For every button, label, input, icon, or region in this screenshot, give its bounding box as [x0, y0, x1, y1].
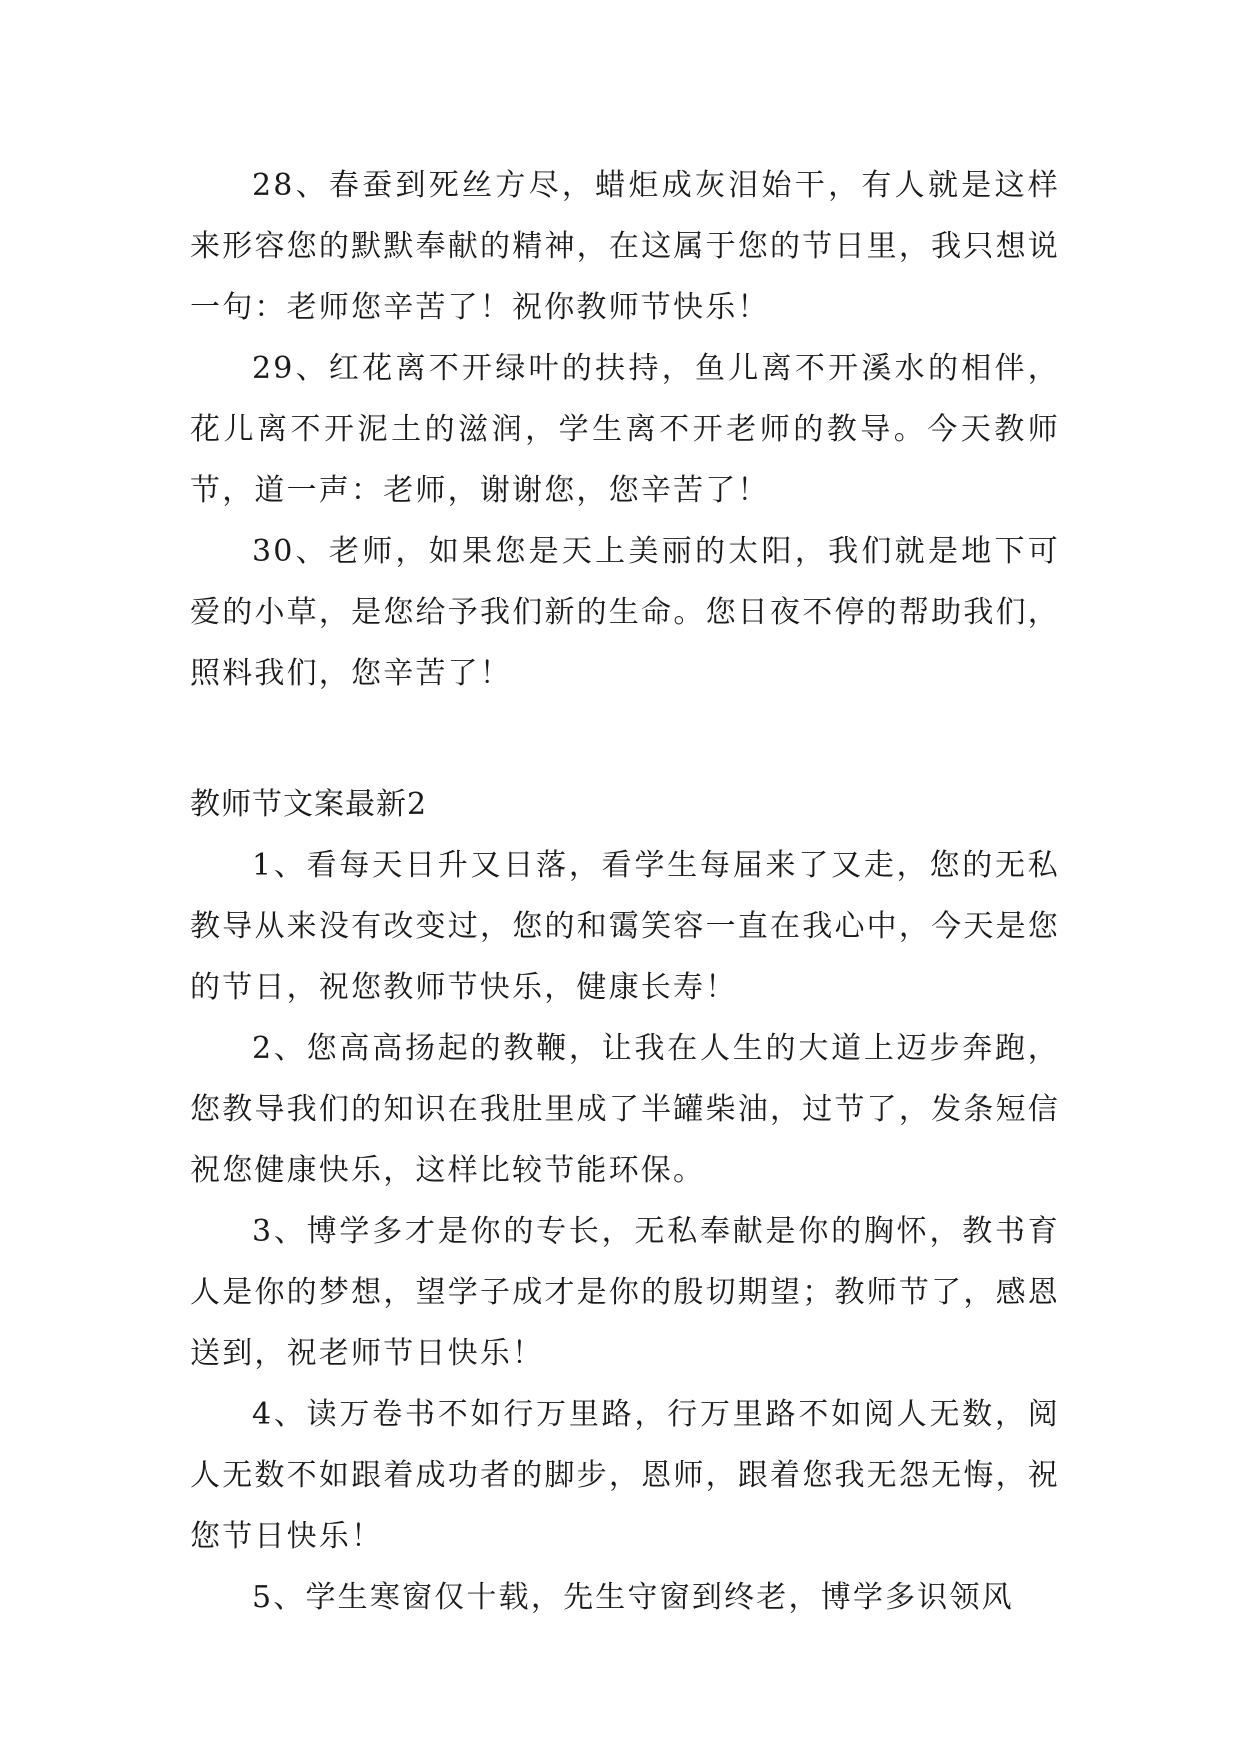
paragraph-2: 2、您高高扬起的教鞭，让我在人生的大道上迈步奔跑，您教导我们的知识在我肚里成了半罐柴油，过节了，发条短信祝您健康快乐，这样比较节能环保。 [190, 1031, 1060, 1188]
paragraph-29: 29、红花离不开绿叶的扶持，鱼儿离不开溪水的相伴，花儿离不开泥土的滋润，学生离不开老师的教导。今天教师节，道一声：老师，谢谢您，您辛苦了！ [190, 351, 1060, 508]
paragraph-4: 4、读万卷书不如行万里路，行万里路不如阅人无数，阅人无数不如跟着成功者的脚步，恩师，跟着您我无怨无悔，祝您节日快乐！ [190, 1397, 1060, 1554]
paragraph-5: 5、学生寒窗仅十载，先生守窗到终老，博学多识领风 [252, 1580, 1014, 1615]
section-heading: 教师节文案最新2 [190, 787, 428, 822]
paragraph-30: 30、老师，如果您是天上美丽的太阳，我们就是地下可爱的小草，是您给予我们新的生命。您日夜不停的帮助我们，照料我们，您辛苦了！ [190, 534, 1060, 691]
paragraph-1: 1、看每天日升又日落，看学生每届来了又走，您的无私教导从来没有改变过，您的和霭笑容一直在我心中，今天是您的节日，祝您教师节快乐，健康长寿！ [190, 848, 1060, 1005]
paragraph-28: 28、春蚕到死丝方尽，蜡炬成灰泪始干，有人就是这样来形容您的默默奉献的精神，在这属于您的节日里，我只想说一句：老师您辛苦了！祝你教师节快乐！ [190, 168, 1060, 325]
document-body [190, 155, 1060, 1628]
paragraph-3: 3、博学多才是你的专长，无私奉献是你的胸怀，教书育人是你的梦想，望学子成才是你的殷切期望；教师节了，感恩送到，祝老师节日快乐！ [190, 1214, 1060, 1371]
